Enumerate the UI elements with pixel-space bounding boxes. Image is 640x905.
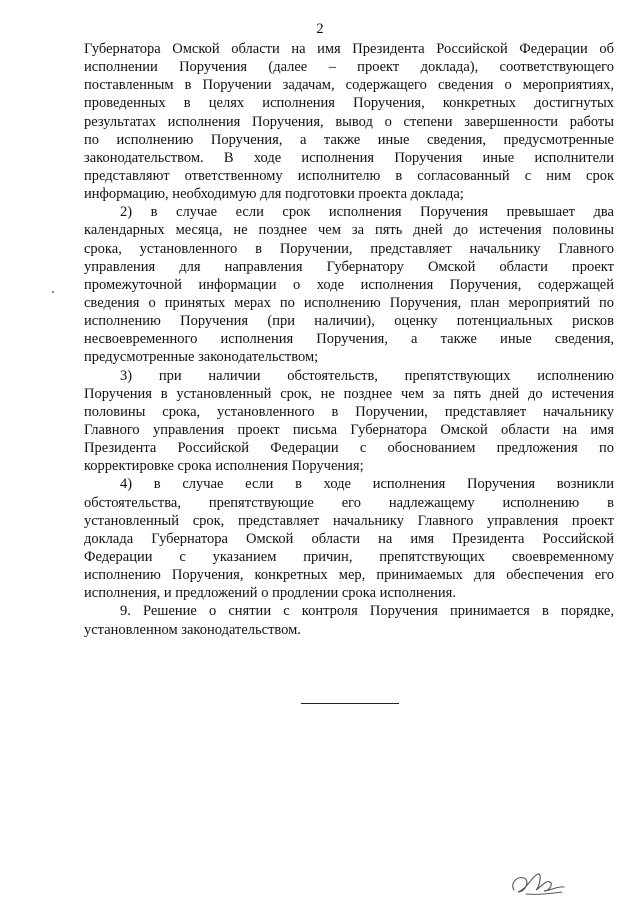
- text-line: обстоятельства, препятствующие его надлежащему исполнению в: [84, 494, 614, 511]
- text-line: исполнению Поручения (при наличии), оценку потенциальных рисков: [84, 313, 614, 330]
- text-line: несвоевременного исполнения Поручения, а также иные сведения,: [84, 331, 614, 348]
- margin-mark: [52, 291, 54, 293]
- text-line: половины срока, установленного в Поручении, представляет начальнику: [84, 403, 614, 420]
- text-line: 4) в случае если в ходе исполнения Поручения возникли: [120, 476, 614, 493]
- paragraph: [84, 475, 614, 602]
- document-body: [84, 40, 614, 639]
- text-line: Президента Российской Федерации с обоснованием предложения по: [84, 440, 614, 457]
- text-line: срока, установленного в Поручении, представляет начальнику Главного: [84, 240, 614, 257]
- text-line: результатах исполнения Поручения, вывод о степени завершенности работы: [84, 113, 614, 130]
- handwritten-signature: [508, 868, 568, 898]
- text-line: проведенных в целях исполнения Поручения, конкретных достигнутых: [84, 95, 614, 112]
- text-line: сведения о принятых мерах по исполнению Поручения, план мероприятий по: [84, 294, 614, 311]
- text-line: 9. Решение о снятии с контроля Поручения принимается в порядке,: [120, 603, 614, 620]
- text-line: исполнению Поручения, конкретных мер, принимаемых для обеспечения его: [84, 567, 614, 584]
- text-line: управления для направления Губернатору Омской области проект: [84, 258, 614, 275]
- end-separator-line: [301, 703, 399, 704]
- paragraph: [84, 602, 614, 638]
- text-line: информацию, необходимую для подготовки проекта доклада;: [84, 186, 464, 203]
- text-line: корректировке срока исполнения Поручения;: [84, 458, 364, 475]
- text-line: Федерации с указанием причин, препятствующих своевременному: [84, 548, 614, 565]
- text-line: Губернатора Омской области на имя Президента Российской Федерации об: [84, 41, 614, 57]
- paragraph: [84, 367, 614, 476]
- text-line: установленном законодательством.: [84, 621, 301, 638]
- text-line: исполнении Поручения (далее – проект доклада), соответствующего: [84, 59, 614, 76]
- paragraph: [84, 203, 614, 366]
- text-line: законодательством. В ходе исполнения Поручения иные исполнители: [84, 149, 614, 166]
- paragraph: [84, 40, 614, 203]
- text-line: календарных месяца, не позднее чем за пять дней до истечения половины: [84, 222, 614, 239]
- text-line: промежуточной информации о ходе исполнения Поручения, содержащей: [84, 276, 614, 293]
- text-line: 2) в случае если срок исполнения Поручения превышает два: [120, 204, 614, 221]
- text-line: исполнения, и предложений о продлении срока исполнения.: [84, 585, 456, 602]
- text-line: Поручения в установленный срок, не позднее чем за пять дней до истечения: [84, 385, 614, 402]
- text-line: предусмотренные законодательством;: [84, 349, 319, 366]
- text-line: представляют ответственному исполнителю в согласованный с ним срок: [84, 167, 614, 184]
- text-line: установленный срок, представляет начальнику Главного управления проект: [84, 512, 614, 529]
- text-line: Главного управления проект письма Губернатора Омской области на имя: [84, 421, 614, 438]
- text-line: 3) при наличии обстоятельств, препятствующих исполнению: [120, 367, 614, 384]
- page-number: 2: [316, 21, 324, 37]
- text-line: доклада Губернатора Омской области на имя Президента Российской: [84, 530, 614, 547]
- text-line: поставленным в Поручении задачам, содержащего сведения о мероприятиях,: [84, 77, 614, 94]
- text-line: по исполнению Поручения, а также иные сведения, предусмотренные: [84, 131, 614, 148]
